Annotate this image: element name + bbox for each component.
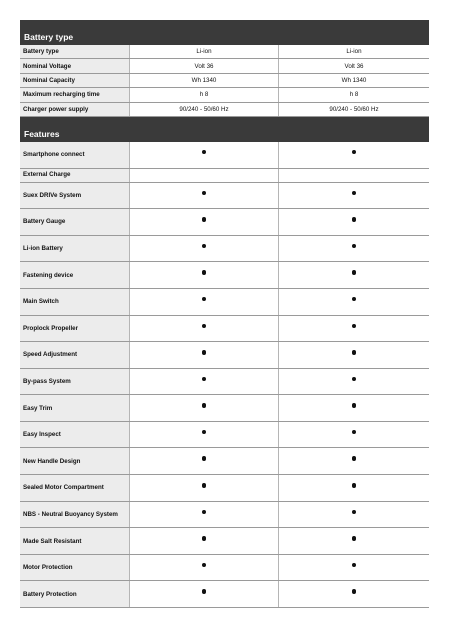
bullet-dot-icon <box>202 217 207 222</box>
feature-row <box>20 236 429 263</box>
bullet-dot-icon <box>352 430 357 435</box>
spec-value-col2: Li-ion <box>346 48 362 56</box>
features-table <box>20 142 429 608</box>
bullet-dot-icon <box>202 191 207 196</box>
spec-value-col1: 90/240 - 50/60 Hz <box>130 103 279 116</box>
spec-row <box>20 59 429 73</box>
feature-value-col1 <box>130 236 279 262</box>
feature-value-col1 <box>130 502 279 528</box>
feature-value-col2 <box>279 183 429 209</box>
bullet-dot-icon <box>202 430 207 435</box>
bullet-dot-icon <box>352 244 357 249</box>
feature-value-col1 <box>130 422 279 448</box>
feature-value-col1 <box>130 316 279 342</box>
spec-label: Battery type <box>20 45 130 58</box>
feature-value-col2 <box>279 236 429 262</box>
bullet-dot-icon <box>352 324 357 329</box>
feature-label: Proplock Propeller <box>20 316 130 342</box>
feature-value-col2 <box>279 169 429 182</box>
feature-value-col1 <box>130 395 279 421</box>
bullet-dot-icon <box>352 297 357 302</box>
feature-row <box>20 289 429 316</box>
feature-value-col2 <box>279 316 429 342</box>
bullet-dot-icon <box>202 483 207 488</box>
feature-row <box>20 422 429 449</box>
feature-value-col2 <box>279 555 429 581</box>
feature-value-col1 <box>130 209 279 235</box>
feature-label: Battery Gauge <box>20 209 130 235</box>
bullet-dot-icon <box>352 191 357 196</box>
feature-row <box>20 169 429 183</box>
spec-value-col1: Li-ion <box>130 45 279 58</box>
spec-label: Maximum recharging time <box>20 88 130 101</box>
bullet-dot-icon <box>352 536 357 541</box>
battery-section-header <box>20 20 429 45</box>
spec-label: Nominal Capacity <box>20 74 130 87</box>
feature-value-col1 <box>130 581 279 607</box>
feature-label: Li-ion Battery <box>20 236 130 262</box>
spec-value-col1: Wh 1340 <box>130 74 279 87</box>
spec-row <box>20 74 429 88</box>
feature-row <box>20 262 429 289</box>
bullet-dot-icon <box>352 456 357 461</box>
feature-value-col1 <box>130 369 279 395</box>
feature-label: Fastening device <box>20 262 130 288</box>
feature-row <box>20 316 429 343</box>
feature-value-col2 <box>279 289 429 315</box>
bullet-dot-icon <box>202 403 207 408</box>
feature-label: Made Salt Resistant <box>20 528 130 554</box>
feature-label: Easy Trim <box>20 395 130 421</box>
feature-label: Smartphone connect <box>20 142 130 168</box>
feature-label: Sealed Motor Compartment <box>20 475 130 501</box>
feature-label: Motor Protection <box>20 555 130 581</box>
spec-row <box>20 88 429 102</box>
spec-value-col1: h 8 <box>130 88 279 101</box>
feature-value-col1 <box>130 528 279 554</box>
bullet-dot-icon <box>352 483 357 488</box>
feature-row <box>20 342 429 369</box>
feature-value-col2 <box>279 369 429 395</box>
feature-row <box>20 369 429 396</box>
battery-section-title: Battery type <box>24 32 74 42</box>
feature-row <box>20 528 429 555</box>
bullet-dot-icon <box>202 350 207 355</box>
feature-row <box>20 555 429 582</box>
bullet-dot-icon <box>202 297 207 302</box>
spec-value-col2: 90/240 - 50/60 Hz <box>329 105 379 113</box>
bullet-dot-icon <box>352 350 357 355</box>
feature-value-col2 <box>279 209 429 235</box>
spec-label: Nominal Voltage <box>20 59 130 72</box>
feature-row <box>20 502 429 529</box>
battery-spec-table <box>20 45 429 117</box>
feature-value-col1 <box>130 555 279 581</box>
feature-label: Suex DRIVe System <box>20 183 130 209</box>
spec-value-col2: h 8 <box>349 91 359 99</box>
feature-value-col2 <box>279 502 429 528</box>
feature-row <box>20 581 429 608</box>
feature-row <box>20 448 429 475</box>
feature-value-col2 <box>279 581 429 607</box>
feature-value-col2 <box>279 342 429 368</box>
bullet-dot-icon <box>352 589 357 594</box>
features-section-title: Features <box>24 128 60 139</box>
feature-label: Main Switch <box>20 289 130 315</box>
spec-value-col1: Volt 36 <box>130 59 279 72</box>
bullet-dot-icon <box>202 510 207 515</box>
bullet-dot-icon <box>202 324 207 329</box>
bullet-dot-icon <box>202 456 207 461</box>
feature-value-col2 <box>279 422 429 448</box>
feature-value-col1 <box>130 448 279 474</box>
spec-value-col2: Wh 1340 <box>341 76 367 84</box>
feature-label: NBS - Neutral Buoyancy System <box>20 502 130 528</box>
feature-value-col1 <box>130 183 279 209</box>
feature-value-col1 <box>130 289 279 315</box>
feature-value-col1 <box>130 142 279 168</box>
bullet-dot-icon <box>202 563 207 568</box>
bullet-dot-icon <box>352 403 357 408</box>
feature-row <box>20 142 429 169</box>
feature-value-col2 <box>279 528 429 554</box>
feature-value-col2 <box>279 142 429 168</box>
spec-row <box>20 45 429 59</box>
feature-row <box>20 183 429 210</box>
bullet-dot-icon <box>352 150 357 155</box>
spec-row <box>20 103 429 117</box>
feature-label: New Handle Design <box>20 448 130 474</box>
bullet-dot-icon <box>352 377 357 382</box>
feature-label: By-pass System <box>20 369 130 395</box>
bullet-dot-icon <box>352 563 357 568</box>
bullet-dot-icon <box>202 589 207 594</box>
feature-label: External Charge <box>20 169 130 182</box>
bullet-dot-icon <box>202 536 207 541</box>
bullet-dot-icon <box>202 270 207 275</box>
feature-value-col1 <box>130 475 279 501</box>
bullet-dot-icon <box>352 270 357 275</box>
feature-value-col2 <box>279 448 429 474</box>
spec-sheet <box>20 20 429 608</box>
bullet-dot-icon <box>202 150 207 155</box>
feature-label: Speed Adjustment <box>20 342 130 368</box>
feature-value-col1 <box>130 342 279 368</box>
feature-value-col2 <box>279 475 429 501</box>
feature-row <box>20 475 429 502</box>
spec-label: Charger power supply <box>20 103 130 116</box>
feature-label: Battery Protection <box>20 581 130 607</box>
feature-row <box>20 209 429 236</box>
feature-label: Easy Inspect <box>20 422 130 448</box>
bullet-dot-icon <box>202 244 207 249</box>
feature-value-col2 <box>279 262 429 288</box>
feature-value-col1 <box>130 169 279 182</box>
spec-value-col2: Volt 36 <box>344 62 364 70</box>
feature-row <box>20 395 429 422</box>
feature-value-col1 <box>130 262 279 288</box>
bullet-dot-icon <box>352 217 357 222</box>
features-section-header <box>20 117 429 142</box>
bullet-dot-icon <box>352 510 357 515</box>
bullet-dot-icon <box>202 377 207 382</box>
feature-value-col2 <box>279 395 429 421</box>
